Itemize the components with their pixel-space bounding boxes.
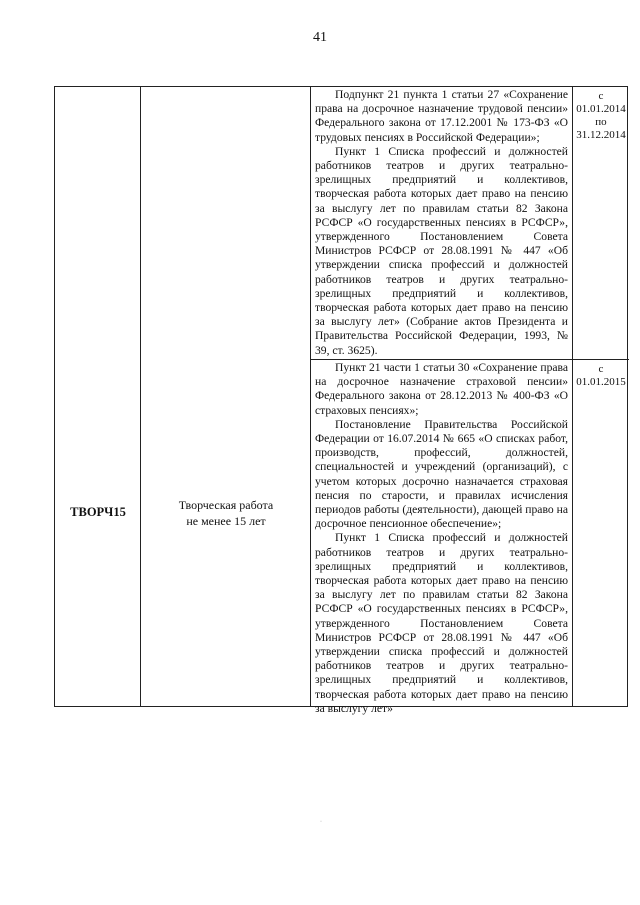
period-line: с 01.01.2015: [576, 363, 626, 388]
period-cell-row-2: [573, 363, 629, 389]
condition-cell: [141, 497, 311, 529]
condition-line: Творческая работа: [178, 498, 274, 512]
pension-basis-table: [54, 86, 628, 715]
legal-basis-paragraph: Пункт 1 Списка профессий и должностей работников театров и других театрально-зрелищных предприятий и коллективов, творческая работа которых дает право на пенсию за выслугу лет по правилам статьи 82 Закона РСФСР «О государственных пенсиях в РСФСР», утвержденного Постановлением Совета Министров РСФСР от 28.08.1991 № 447 «Об утверждении списка профессий и должностей работников театров и других театрально-зрелищных предприятий и коллективов, творческая работа которых дает право на пенсию за выслугу лет»: [315, 531, 568, 715]
period-line: по 31.12.2014: [576, 116, 626, 141]
condition-line: не менее 15 лет: [186, 514, 266, 528]
period-line: с 01.01.2014: [576, 90, 626, 115]
legal-basis-column: [311, 87, 573, 715]
legal-basis-row-1: [315, 88, 568, 358]
legal-basis-paragraph: Подпункт 21 пункта 1 статьи 27 «Сохранение права на досрочное назначение трудовой пенсии» Федерального закона от 17.12.2001 № 173-ФЗ «О трудовых пенсиях в Российской Федерации»;: [315, 88, 568, 144]
scan-mark: ·: [320, 819, 322, 825]
code-column: [55, 87, 141, 706]
row-divider: [573, 359, 629, 360]
period-cell-row-1: [573, 90, 629, 142]
condition-column: [141, 87, 311, 706]
page-number: 41: [313, 30, 327, 45]
row-divider: [311, 359, 572, 360]
legal-basis-row-2: [315, 361, 568, 716]
legal-basis-paragraph: Постановление Правительства Российской Федерации от 16.07.2014 № 665 «О списках работ, производств, профессий, должностей, специальностей и учреждений (организаций), с учетом которых досрочно назначается страховая пенсия по старости, и правилах исчисления периодов работы (деятельности), дающей право на досрочное пенсионное обеспечение»;: [315, 417, 568, 531]
legal-basis-paragraph: Пункт 1 Списка профессий и должностей работников театров и других театрально-зрелищных предприятий и коллективов, творческая работа которых дает право на пенсию за выслугу лет по правилам статьи 82 Закона РСФСР «О государственных пенсиях в РСФСР», утвержденного Постановлением Совета Министров РСФСР от 28.08.1991 № 447 «Об утверждении списка профессий и должностей работников театров и других театрально-зрелищных предприятий и коллективов, творческая работа которых дает право на пенсию за выслугу лет» (Собрание актов Президента и Правительства Российской Федерации, 1993, № 39, ст. 3625).: [315, 144, 568, 357]
period-column: [573, 87, 629, 706]
legal-basis-paragraph: Пункт 21 части 1 статьи 30 «Сохранение права на досрочное назначение страховой пенсии» Федерального закона от 28.12.2013 № 400-ФЗ «О страховых пенсиях»;: [315, 361, 568, 417]
code-cell: ТВОРЧ15: [70, 505, 126, 519]
